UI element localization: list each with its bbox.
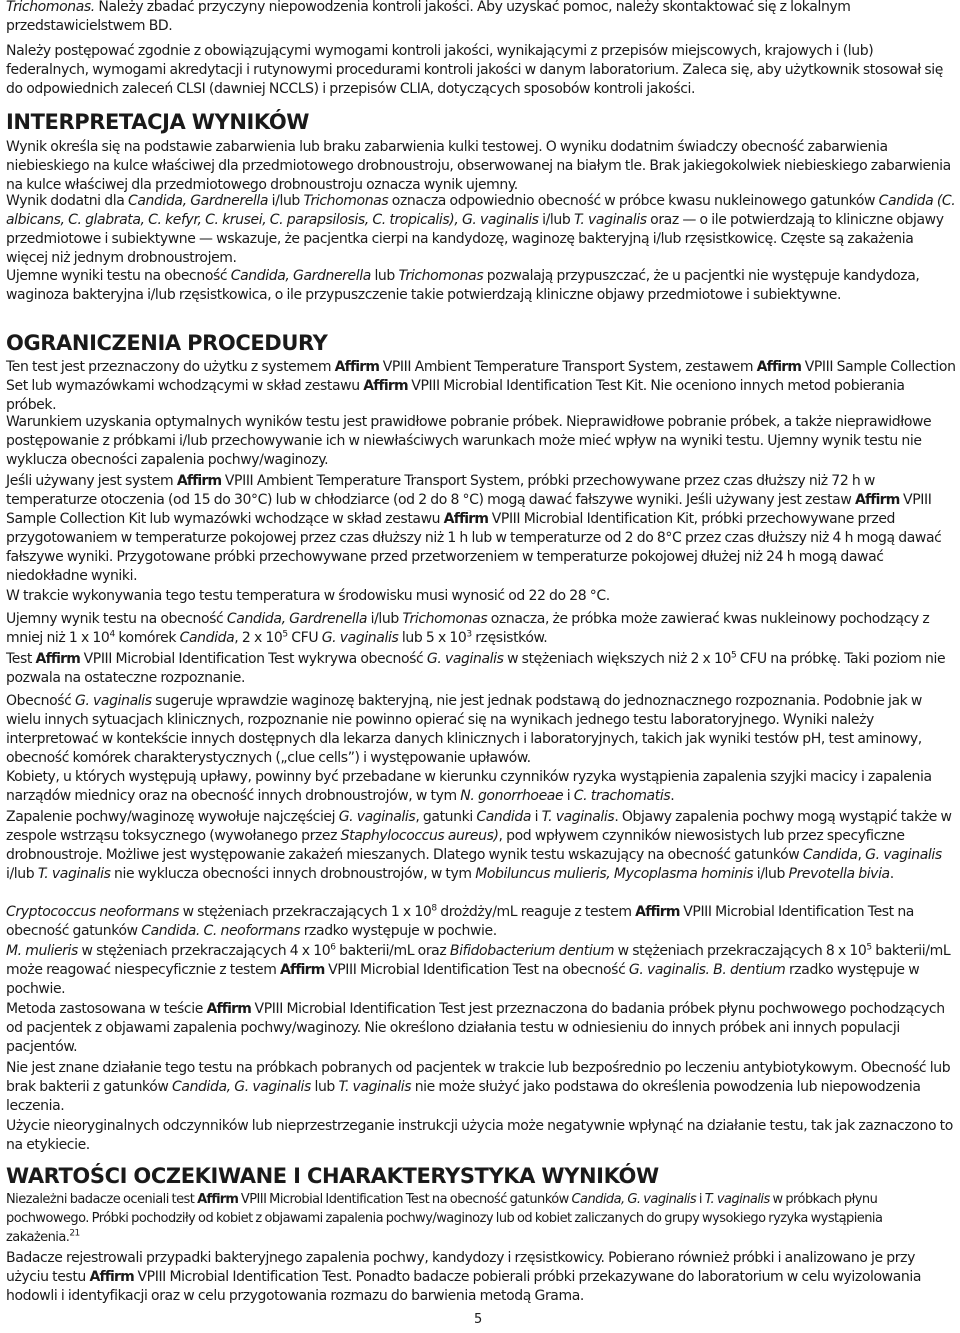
text-segment: w stężeniach przekraczających 1 x 10 [179, 904, 432, 920]
paragraph [6, 1000, 956, 1057]
text-segment: nie wyklucza obecności innych drobnoustrojów, w tym [110, 866, 476, 882]
text-segment: , pod wpływem czynników niewosistych lub przez specyficzne drobnoustroje. Możliwe jest występowanie zakażeń mieszanych. Dlatego wynik testu wskazujący na obecność gatunków [6, 828, 905, 863]
paragraph [6, 587, 956, 606]
text-segment: w próbkach płynu pochwowego. Próbki pochodziły od kobiet z objawami zapalenia pochwy/waginozy lub od kobiet zaliczanych do grupy wysokiego ryzyka wystąpienia zakażenia. [6, 1192, 883, 1245]
paragraph [6, 192, 956, 268]
italic-text: G. vaginalis [338, 809, 416, 825]
italic-text: Candida, G. vaginalis [571, 1192, 697, 1207]
text-segment: Obecność [6, 693, 75, 709]
paragraph [6, 610, 956, 648]
italic-text: Prevotella bivia [788, 866, 890, 882]
italic-text: Mobiluncus mulieris, Mycoplasma hominis [475, 866, 754, 882]
text-segment: VPIII Microbial Identification Test. Ponadto badacze pobierali próbki przekazywane do laboratorium w celu wyizolowania hodowli i identyfikacji oraz w celu przygotowania rozmazu do barwienia metodą Grama. [6, 1269, 922, 1304]
text-segment: Należy zbadać przyczyny niepowodzenia kontroli jakości. Aby uzyskać pomoc, należy skontaktować się z lokalnym przedstawicielstwem BD. [6, 0, 851, 34]
superscript: 6 [330, 942, 336, 953]
brand-name: Affirm [334, 359, 380, 375]
text-segment: VPIII Microbial Identification Test na obecność [324, 962, 629, 978]
italic-text: G. vaginalis. B. dentium [628, 962, 786, 978]
text-segment: VPIII Microbial Identification Test na obecność gatunków [238, 1192, 572, 1207]
text-segment: i/lub [268, 193, 304, 209]
italic-text: T. vaginalis [704, 1192, 770, 1207]
italic-text: Trichomonas. [6, 0, 95, 15]
text-segment: Test [6, 651, 36, 667]
text-segment: Ten test jest przeznaczony do użytku z systemem [6, 359, 335, 375]
italic-text: G. vaginalis [426, 651, 504, 667]
section-heading-interpretation: INTERPRETACJA WYNIKÓW [6, 110, 310, 134]
text-segment: bakterii/mL oraz [335, 943, 450, 959]
italic-text: G. vaginalis [321, 630, 399, 646]
brand-name: Affirm [206, 1001, 251, 1017]
text-segment: , 2 x 10 [234, 630, 283, 646]
brand-name: Affirm [89, 1269, 134, 1285]
text-segment: Należy postępować zgodnie z obowiązującymi wymogami kontroli jakości, wynikającymi z przepisów miejscowych, krajowych i (lub) federalnych, wymogami akredytacji i rutynowymi procedurami kontroli jakości w danym laboratorium. Zaleca się, aby użytkownik stosował się do odpowiednich zaleceń CLSI (dawniej NCCLS) i przepisów CLIA, dotyczących sposobów kontroli jakości. [6, 43, 944, 97]
italic-text: Candida, G. vaginalis [172, 1079, 311, 1095]
italic-text: T. vaginalis [541, 809, 615, 825]
brand-name: Affirm [635, 904, 680, 920]
italic-text: T. vaginalis [573, 212, 647, 228]
text-segment: Ujemny wynik testu na obecność [6, 611, 227, 627]
italic-text: Candida [802, 847, 858, 863]
text-segment: VPIII Microbial Identification Kit, próbki przechowywane przed przygotowaniem w temperaturze pokojowej przez czas dłuższy niż 1 h lub w temperaturze od 2 do 8°C przez czas dłuższy niż 4 h mogą dawać fałszywe wyniki. Przygotowane próbki przechowywane przed przetworzeniem w temperaturze pokojowej dłużej niż 24 h mogą dawać niedokładne wyniki. [6, 511, 942, 584]
text-segment: oznacza, że próbka może zawierać kwas nukleinowy pochodzący z mniej niż 1 x 10 [6, 611, 930, 646]
superscript: 5 [730, 650, 737, 661]
superscript: 21 [69, 1228, 80, 1239]
paragraph [6, 358, 956, 415]
paragraph [6, 768, 956, 806]
italic-text: Candida, Gardnerella [127, 193, 269, 209]
paragraph [6, 138, 956, 195]
text-segment: bakterii/mL może reagować niespecyficznie z testem [6, 943, 951, 978]
brand-name: Affirm [363, 378, 408, 394]
text-segment: Kobiety, u których występują upławy, powinny być przebadane w kierunku czynników ryzyka wystąpienia zapalenia szyjki macicy i zapalenia narządów miednicy oraz na obecność innych drobnoustrojów, w tym [6, 769, 932, 804]
text-segment: lub [370, 268, 399, 284]
text-segment: CFU [287, 630, 322, 646]
brand-name: Affirm [35, 651, 81, 667]
text-segment: VPIII Microbial Identification Test jest przeznaczona do badania próbek płynu pochwowego pochodzących od pacjentek z objawami zapalenia pochwy/waginozy. Nie określono działania testu w odniesieniu do innych próbek ani innych populacji pacjentów. [6, 1001, 945, 1055]
text-segment: sugeruje wprawdzie waginozę bakteryjną, nie jest jednak podstawą do jednoznacznego rozpoznania. Podobnie jak w wielu innych sytuacjach klinicznych, rozpoznanie nie powinno opierać się na wynikach jednego testu laboratoryjnego. Wyniki należy interpretować w kontekście innych dostępnych dla lekarza danych klinicznych i laboratoryjnych, takich jak wyniki testów pH, test aminowy, obecność komórek charakterystycznych („clue cells”) i występowanie upławów. [6, 693, 922, 766]
italic-text: G. vaginalis [865, 847, 942, 863]
text-segment: i [563, 788, 574, 804]
text-segment: nie może służyć jako podstawa do określenia powodzenia lub niepowodzenia leczenia. [6, 1079, 921, 1114]
text-segment: , [857, 847, 866, 863]
italic-text: Candida, Gardrenella [226, 611, 368, 627]
text-segment: VPIII Microbial Identification Test na obecność gatunków [6, 904, 914, 939]
section-heading-limitations: OGRANICZENIA PROCEDURY [6, 331, 328, 355]
paragraph [6, 42, 956, 99]
text-segment: VPIII Microbial Identification Test wykrywa obecność [80, 651, 427, 667]
text-segment: pozwalają przypuszczać, że u pacjentki nie występuje kandydoza, waginoza bakteryjna i/lub rzęsistkowica, o ile przypuszczenie takie potwierdzają kliniczne objawy przedmiotowe i subiektywne. [6, 268, 920, 303]
italic-text: Candida, Gardnerella [230, 268, 371, 284]
page-number: 5 [474, 1312, 483, 1327]
italic-text: Candida. C. neoformans [141, 923, 301, 939]
text-segment: W trakcie wykonywania tego testu temperatura w środowisku musi wynosić od 22 do 28 °C. [6, 588, 610, 604]
text-segment: i/lub [538, 212, 574, 228]
paragraph [6, 942, 956, 999]
italic-text: C. trachomatis [573, 788, 671, 804]
text-segment: , gatunki [415, 809, 477, 825]
paragraph [6, 267, 956, 305]
text-segment: Zapalenie pochwy/waginozę wywołuje najczęściej [6, 809, 339, 825]
text-segment: rzadko występuje w pochwie. [6, 962, 920, 997]
superscript: 5 [866, 942, 872, 953]
italic-text: Bifidobacterium dentium [449, 943, 615, 959]
text-segment: CFU na próbkę. Taki poziom nie pozwala na ostateczne rozpoznanie. [6, 651, 946, 686]
paragraph [6, 472, 956, 586]
paragraph [6, 413, 956, 470]
text-segment: VPIII Ambient Temperature Transport System, zestawem [379, 359, 757, 375]
paragraph [6, 1249, 956, 1306]
text-segment: VPIII Sample Collection Set lub wymazówkami wchodzącymi w skład zestawu [6, 359, 956, 394]
text-segment: Badacze rejestrowali przypadki bakteryjnego zapalenia pochwy, kandydozy i rzęsistkowicy. Pobierano również próbki i analizowano je przy użyciu testu [6, 1250, 915, 1285]
text-segment: VPIII Sample Collection Kit lub wymazówki wchodzące w skład zestawu [6, 492, 932, 527]
text-segment: Wynik dodatni dla [6, 193, 128, 209]
italic-text: Candida [476, 809, 532, 825]
text-segment: Jeśli używany jest system [6, 473, 177, 489]
brand-name: Affirm [756, 359, 802, 375]
superscript: 8 [431, 903, 437, 914]
superscript: 4 [109, 629, 115, 640]
paragraph [6, 808, 956, 884]
text-segment: w stężeniach większych niż 2 x 10 [503, 651, 731, 667]
text-segment: VPIII Ambient Temperature Transport System, próbki przechowywane przez czas dłuższy niż 72 h w temperaturze otoczenia (od 15 do 30°C) lub w chłodziarce (od 2 do 8 °C) mogą dawać fałszywe wyniki. Jeśli używany jest zestaw [6, 473, 875, 508]
italic-text: Trichomonas [402, 611, 488, 627]
paragraph [6, 0, 956, 36]
text-segment: Użycie nieoryginalnych odczynników lub nieprzestrzeganie instrukcji użycia może negatywnie wpłynąć na działanie testu, tak jak zaznaczono to na etykiecie. [6, 1118, 953, 1153]
superscript: 3 [466, 629, 472, 640]
text-segment: drożdży/mL reaguje z testem [436, 904, 636, 920]
italic-text: G. vaginalis [75, 693, 152, 709]
text-segment: lub 5 x 10 [398, 630, 467, 646]
italic-text: N. gonorrhoeae [460, 788, 564, 804]
text-segment: rzęsistków. [471, 630, 548, 646]
text-segment: w stężeniach przekraczających 4 x 10 [77, 943, 331, 959]
paragraph [6, 1117, 956, 1155]
text-segment: Wynik określa się na podstawie zabarwienia lub braku zabarwienia kulki testowej. O wyniku dodatnim świadczy obecność zabarwienia niebieskiego na kulce właściwej dla przedmiotowego drobnoustroju, obserwowanej na białym tle. Brak jakiegokolwiek niebieskiego zabarwienia na kulce właściwej dla przedmiotowego drobnoustroju oznacza wynik ujemny. [6, 139, 951, 193]
text-segment: Warunkiem uzyskania optymalnych wyników testu jest prawidłowe pobranie próbek. Nieprawidłowe pobranie próbek, a także nieprawidłowe postępowanie z próbkami i/lub przechowywanie ich w niewłaściwych warunkach może mieć wpływ na wyniki testu. Ujemny wynik testu nie wyklucza obecności zapalenia pochwy/waginozy. [6, 414, 932, 468]
text-segment: . [889, 866, 894, 882]
brand-name: Affirm [443, 511, 489, 527]
superscript: 5 [282, 629, 288, 640]
text-segment: komórek [114, 630, 180, 646]
paragraph [6, 1190, 956, 1247]
italic-text: T. vaginalis [37, 866, 111, 882]
paragraph [6, 903, 956, 941]
text-segment: oraz — o ile potwierdzają to kliniczne objawy przedmiotowe i subiektywne — wskazuje, że pacjentka cierpi na kandydozę, waginozę bakteryjną i/lub rzęsistkowicę. Częste są zakażenia więcej niż jednym drobnoustrojem. [6, 212, 944, 266]
italic-text: Cryptococcus neoformans [6, 904, 180, 920]
text-segment: . Objawy zapalenia pochwy mogą wystąpić także w zespole wstrząsu toksycznego (wywołanego przez [6, 809, 952, 844]
text-segment: VPIII Microbial Identification Test Kit. Nie oceniono innych metod pobierania próbek. [6, 378, 905, 413]
text-segment: lub [310, 1079, 339, 1095]
italic-text: M. mulieris [6, 943, 78, 959]
italic-text: Staphylococcus aureus) [340, 828, 499, 844]
text-segment: Metoda zastosowana w teście [6, 1001, 207, 1017]
section-heading-expected-values: WARTOŚCI OCZEKIWANE I CHARAKTERYSTYKA WYNIKÓW [6, 1164, 659, 1188]
italic-text: Trichomonas [398, 268, 484, 284]
text-segment: Nie jest znane działanie tego testu na próbkach pobranych od pacjentek w trakcie lub bezpośrednio po leczeniu antybiotykowym. Obecność lub brak bakterii z gatunków [6, 1060, 951, 1095]
italic-text: Candida [179, 630, 235, 646]
italic-text: Candida (C. albicans, C. glabrata, C. kefyr, C. krusei, C. parapsilosis, C. tropicalis), G. vaginalis [6, 193, 956, 228]
brand-name: Affirm [280, 962, 325, 978]
paragraph [6, 650, 956, 688]
italic-text: Trichomonas [303, 193, 389, 209]
brand-name: Affirm [197, 1192, 239, 1207]
text-segment: i/lub [367, 611, 403, 627]
text-segment: rzadko występuje w pochwie. [300, 923, 497, 939]
paragraph [6, 1059, 956, 1116]
text-segment: i [696, 1192, 705, 1207]
text-segment: i/lub [753, 866, 789, 882]
text-segment: Niezależni badacze oceniali test [6, 1192, 198, 1207]
text-segment: Ujemne wyniki testu na obecność [6, 268, 231, 284]
text-segment: . [670, 788, 675, 804]
text-segment: oznacza odpowiednio obecność w próbce kwasu nukleinowego gatunków [388, 193, 879, 209]
paragraph [6, 692, 956, 768]
brand-name: Affirm [176, 473, 222, 489]
text-segment: w stężeniach przekraczających 8 x 10 [614, 943, 867, 959]
brand-name: Affirm [854, 492, 900, 508]
text-segment: i/lub [6, 866, 38, 882]
text-segment: i [531, 809, 542, 825]
italic-text: T. vaginalis [338, 1079, 412, 1095]
